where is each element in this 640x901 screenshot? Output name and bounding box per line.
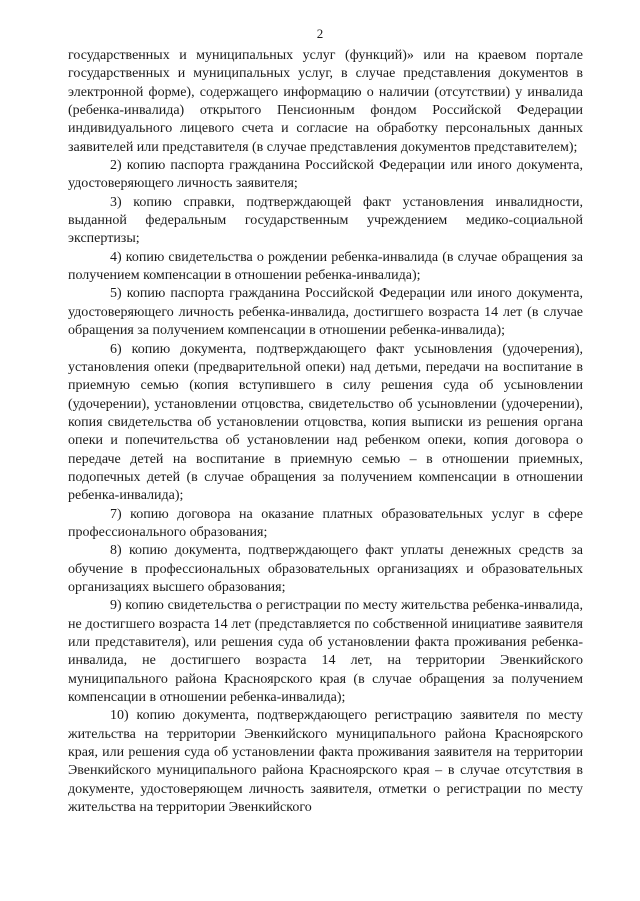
paragraph-continuation: государственных и муниципальных услуг (функций)» или на краевом портале государственных и муниципальных услуг, в случае представления документов в электронной форме), содержащего информацию о наличии (отсутствии) у инвалида (ребенка-инвалида) открытого Пенсионным фондом Российской Федерации индивидуального лицевого счета и согласие на обработку персональных данных заявителей или представителя (в случае представления документов представителем); — [68, 48, 583, 155]
paragraph-item-10: 10) копию документа, подтверждающего регистрацию заявителя по месту жительства на территории Эвенкийского муниципального района Красноярского края, или решения суда об установлении факта проживания заявителя на территории Эвенкийского муниципального района Красноярского края – в случае отсутствия в документе, удостоверяющем личность заявителя, отметки о регистрации по месту жительства на территории Эвенкийского — [68, 708, 583, 816]
paragraph-item-6: 6) копию документа, подтверждающего факт усыновления (удочерения), установления опеки (предварительной опеки) над детьми, передачи на воспитание в приемную семью (копия вступившего в силу решения суда об усыновлении (удочерении), установлении отцовства, свидетельство об усыновлении (удочерении), копия свидетельства об установлении отцовства, копия выписки из решения органа опеки и попечительства об установлении над ребенком опеки, копия договора о передаче детей на воспитание в приемную семью – в отношении приемных, подопечных детей (в случае обращения за получением компенсации в отношении ребенка-инвалида); — [68, 341, 583, 504]
paragraph-item-2: 2) копию паспорта гражданина Российской Федерации или иного документа, удостоверяющего личность заявителя; — [68, 158, 583, 192]
page-number: 2 — [316, 26, 324, 41]
document-body — [68, 47, 583, 817]
paragraph-item-7: 7) копию договора на оказание платных образовательных услуг в сфере профессионального образования; — [68, 506, 583, 540]
paragraph-item-8: 8) копию документа, подтверждающего факт уплаты денежных средств за обучение в профессиональных образовательных организациях и образовательных организациях высшего образования; — [68, 543, 583, 595]
paragraph-item-4: 4) копию свидетельства о рождении ребенка-инвалида (в случае обращения за получением компенсации в отношении ребенка-инвалида); — [68, 249, 583, 284]
paragraph-item-9: 9) копию свидетельства о регистрации по месту жительства ребенка-инвалида, не достигшего возраста 14 лет (представляется по собственной инициативе заявителя или представителя), или решения суда об установлении факта проживания ребенка-инвалида, не достигшего возраста 14 лет, на территории Эвенкийского муниципального района Красноярского края (в случае обращения за получением компенсации в отношении ребенка-инвалида); — [68, 598, 583, 706]
paragraph-item-5: 5) копию паспорта гражданина Российской Федерации или иного документа, удостоверяющего личность ребенка-инвалида, достигшего возраста 14 лет (в случае обращения за получением компенсации в отношении ребенка-инвалида); — [68, 286, 583, 339]
paragraph-item-3: 3) копию справки, подтверждающей факт установления инвалидности, выданной федеральным государственным учреждением медико-социальной экспертизы; — [68, 194, 583, 247]
